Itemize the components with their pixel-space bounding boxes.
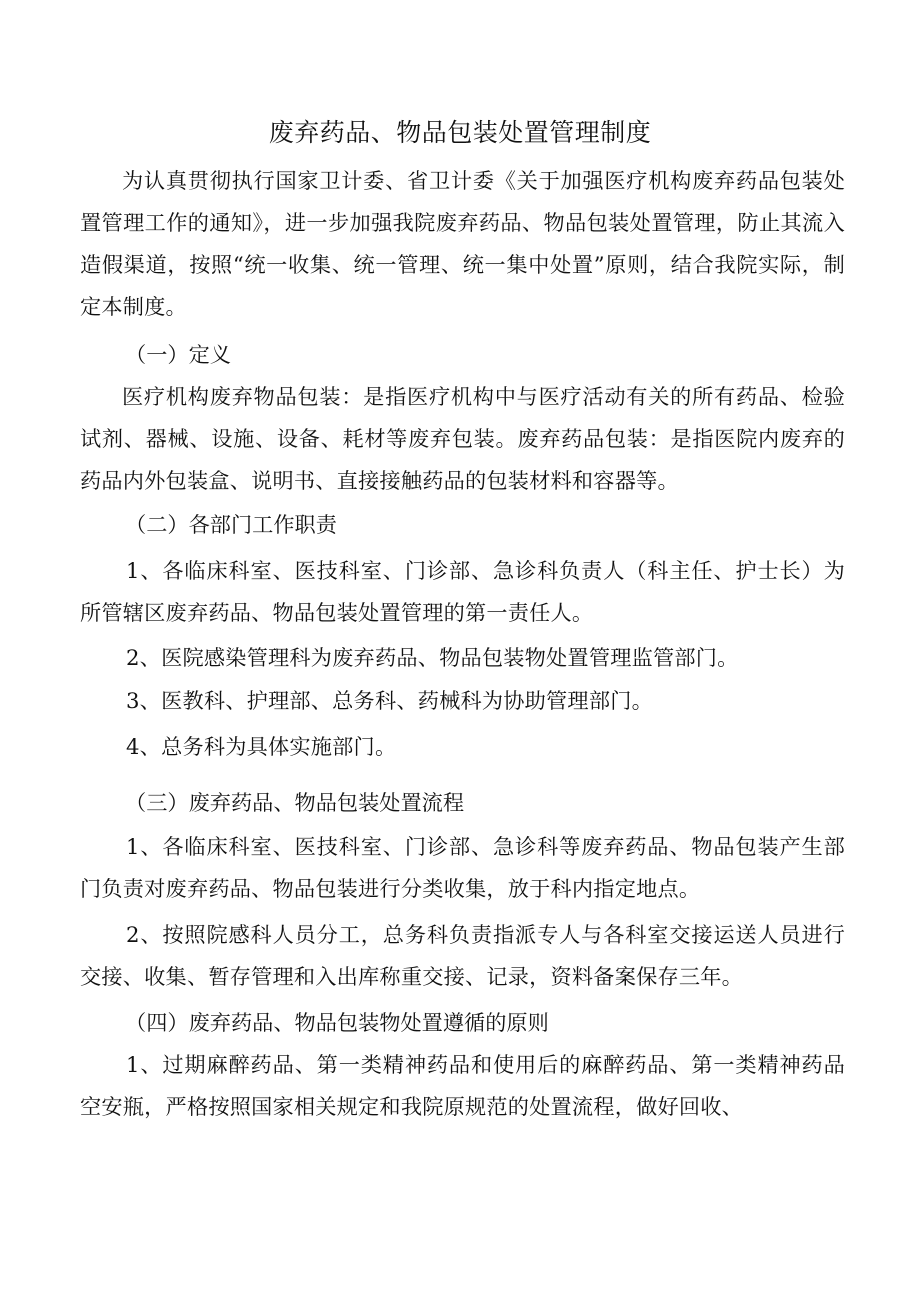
- responsibility-item-1: 1、各临床科室、医技科室、门诊部、急诊科负责人（科主任、护士长）为所管辖区废弃药品、物品包装处置管理的第一责任人。: [80, 558, 845, 625]
- section-heading-principles: （四）废弃药品、物品包装物处置遵循的原则: [125, 1010, 549, 1035]
- responsibility-item-4: 4、总务科为具体实施部门。: [126, 734, 397, 759]
- process-item-1: 1、各临床科室、医技科室、门诊部、急诊科等废弃药品、物品包装产生部门负责对废弃药品、物品包装进行分类收集，放于科内指定地点。: [80, 834, 845, 901]
- section-heading-definition: （一）定义: [125, 342, 231, 367]
- principles-item-1: 1、过期麻醉药品、第一类精神药品和使用后的麻醉药品、第一类精神药品空安瓶，严格按照国家相关规定和我院原规范的处置流程，做好回收、: [80, 1052, 845, 1119]
- document-title: 废弃药品、物品包装处置管理制度: [268, 118, 652, 147]
- intro-paragraph: 为认真贯彻执行国家卫计委、省卫计委《关于加强医疗机构废弃药品包装处置管理工作的通知》，进一步加强我院废弃药品、物品包装处置管理，防止其流入造假渠道，按照“统一收集、统一管理、统一集中处置”原则，结合我院实际，制定本制度。: [80, 168, 845, 319]
- responsibility-item-3: 3、医教科、护理部、总务科、药械科为协助管理部门。: [126, 688, 653, 713]
- process-item-2: 2、按照院感科人员分工，总务科负责指派专人与各科室交接运送人员进行交接、收集、暂存管理和入出库称重交接、记录，资料备案保存三年。: [80, 922, 845, 989]
- definition-paragraph: 医疗机构废弃物品包装：是指医疗机构中与医疗活动有关的所有药品、检验试剂、器械、设施、设备、耗材等废弃包装。废弃药品包装：是指医院内废弃的药品内外包装盒、说明书、直接接触药品的包装材料和容器等。: [80, 384, 845, 493]
- section-heading-process: （三）废弃药品、物品包装处置流程: [125, 790, 465, 815]
- responsibility-item-2: 2、医院感染管理科为废弃药品、物品包装物处置管理监管部门。: [126, 645, 739, 670]
- section-heading-responsibilities: （二）各部门工作职责: [125, 512, 337, 537]
